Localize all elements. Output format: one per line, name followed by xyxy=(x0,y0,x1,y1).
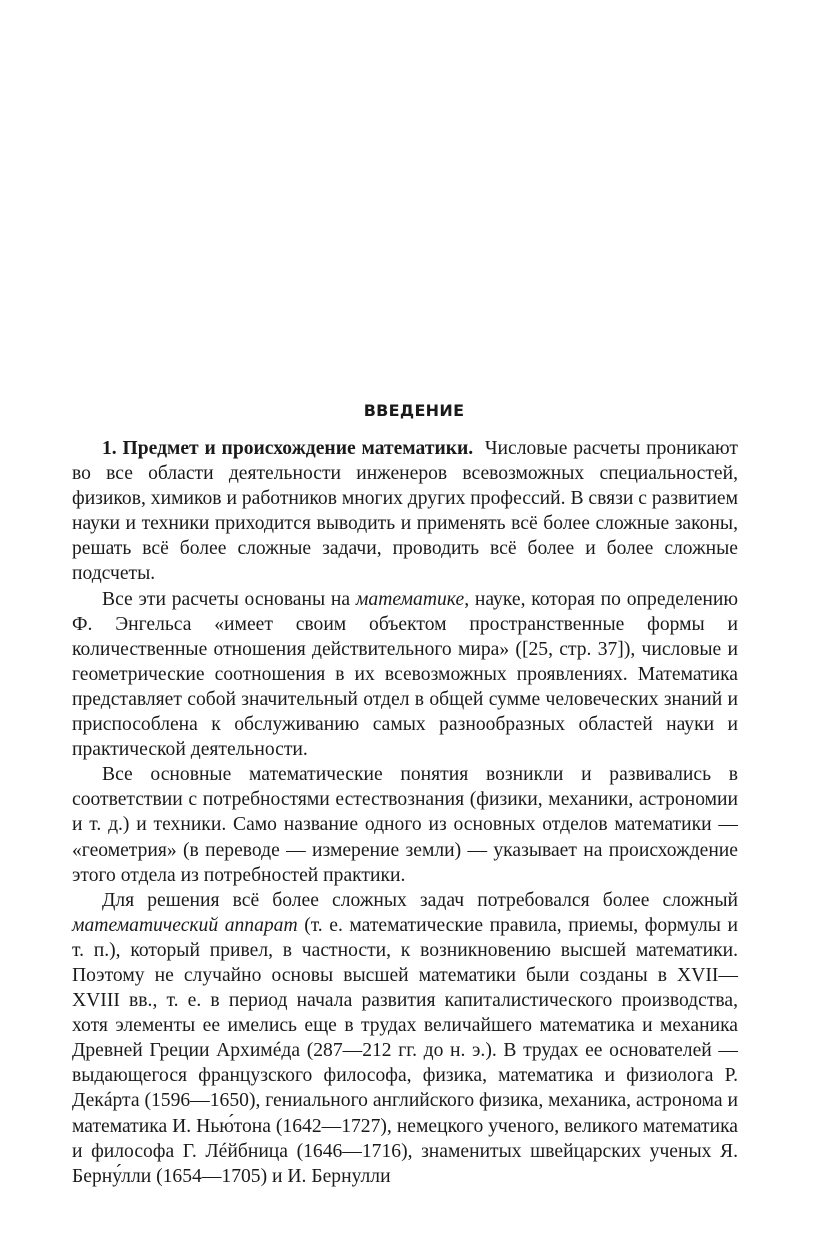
paragraph-3-text: Все основные математические понятия возникли и развивались в соответствии с потребностями естествознания (физики, механики, астрономии и т. д.) и техники. Само название одного из основных отделов математики — «геометрия» (в переводе — измерение земли) — указывает на происхождение этого отдела из потребностей практики. xyxy=(72,764,738,886)
paragraph-2-rest: , науке, которая по определению Ф. Энгельса «имеет своим объектом пространственные формы и количественные отношения действительного мира» ([25, стр. 37]), числовые и геометрические соотношения в их всевозможных проявлениях. Математика представляет собой значительный отдел в общей сумме человеческих знаний и приспособлена к обслуживанию самых разнообразных областей науки и практической деятельности. xyxy=(72,588,739,761)
paragraph-3 xyxy=(72,762,738,887)
chapter-heading: ВВЕДЕНИЕ xyxy=(363,401,465,420)
section-title: 1. Предмет и происхождение математики. xyxy=(102,438,474,459)
emphasis-term: математический аппарат xyxy=(72,914,298,936)
emphasis-term: математике xyxy=(355,588,465,610)
paragraph-4 xyxy=(72,888,738,1189)
paragraph-1-text: Числовые расчеты проникают во все области деятельности инженеров всевозможных специальностей, физиков, химиков и работников многих других профессий. В связи с развитием науки и техники приходится выводить и применять всё более сложные законы, решать всё более сложные задачи, проводить всё более и более сложные подсчеты. xyxy=(72,438,738,585)
paragraph-4-rest: (т. е. математические правила, приемы, формулы и т. п.), который привел, в частности, к возникновению высшей математики. Поэтому не случайно основы высшей математики были созданы в XVII—XVIII вв., т. е. в период начала развития капиталистического производства, хотя элементы ее имелись еще в трудах величайшего математика и механика Древней Греции Архимéда (287—212 гг. до н. э.). В трудах ее основателей — выдающегося французского философа, физика, математика и физиолога Р. Декáрта (1596—1650), гениального английского физика, механика, астронома и математика И. Нью́тона (1642—1727), немецкого ученого, великого математика и философа Г. Лéйбница (1646—1716), знаменитых швейцарских ученых Я. Берну́лли (1654—1705) и И. Бернулли xyxy=(72,914,739,1187)
paragraph-2 xyxy=(72,587,738,763)
paragraph-1 xyxy=(72,436,738,587)
paragraph-4-start: Для решения всё более сложных задач потребовался более сложный xyxy=(102,889,738,911)
body-text xyxy=(72,436,738,1189)
paragraph-2-start: Все эти расчеты основаны на xyxy=(102,588,356,610)
